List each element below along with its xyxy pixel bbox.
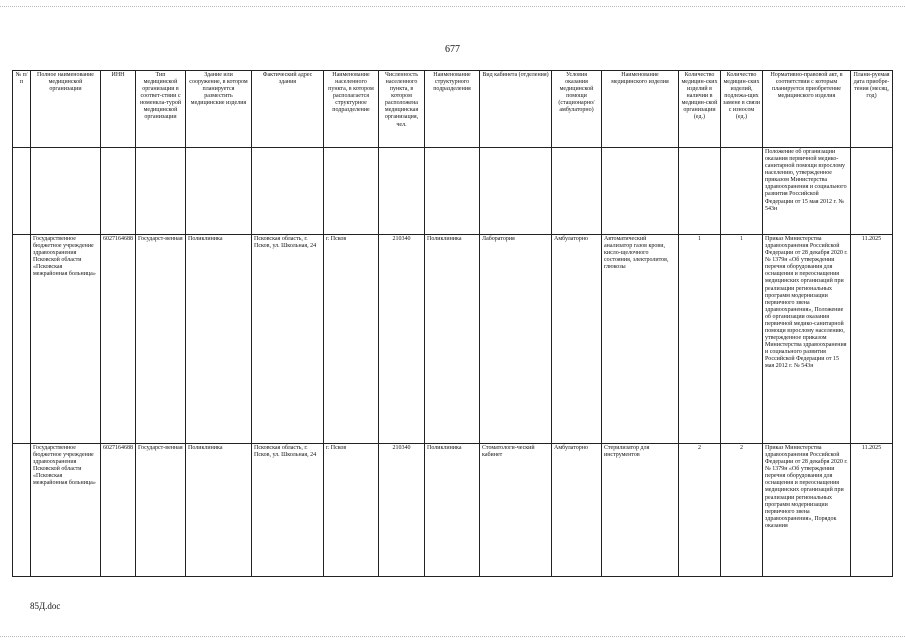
cell-qty-available: 1	[679, 235, 721, 444]
cell-inn	[101, 148, 136, 235]
table-row	[13, 148, 893, 235]
cell-building	[186, 148, 252, 235]
col-header-population: Численность населенного пункта, в котором расположена медицинская организация, чел.	[379, 71, 425, 148]
cell-settlement	[324, 148, 379, 235]
col-header-building: Здание или сооружение, в котором планируется разместить медицинские изделия	[186, 71, 252, 148]
medical-devices-table	[12, 70, 893, 577]
cell-address: Псковская область, г. Псков, ул. Школьная, 24	[252, 444, 324, 577]
cell-settlement: г. Псков	[324, 235, 379, 444]
col-header-conditions: Условия оказания медицинской помощи (стационарно/ амбулаторно)	[552, 71, 602, 148]
col-header-num: № п/п	[13, 71, 31, 148]
cell-population	[379, 148, 425, 235]
cell-type: Государст-венная	[136, 444, 186, 577]
cell-qty-replace	[721, 148, 763, 235]
cell-inn: 6027164688	[101, 235, 136, 444]
cell-device	[602, 148, 679, 235]
cell-cabinet: Лаборатория	[480, 235, 552, 444]
cell-qty-replace: 2	[721, 444, 763, 577]
cell-division	[425, 148, 480, 235]
cell-org	[31, 148, 101, 235]
cell-population: 210340	[379, 444, 425, 577]
cell-cabinet	[480, 148, 552, 235]
cell-conditions: Амбулаторно	[552, 235, 602, 444]
col-header-type: Тип медицинской организации в соответ-ствии с номенкла-турой медицинской организации	[136, 71, 186, 148]
cell-population: 210340	[379, 235, 425, 444]
col-header-device: Наименование медицинского изделия	[602, 71, 679, 148]
table-row	[13, 235, 893, 444]
col-header-qty-available: Количество медицин-ских изделий в наличии в медицин-ской организации (ед.)	[679, 71, 721, 148]
col-header-division: Наименование структурного подразделения	[425, 71, 480, 148]
cell-building: Поликлиника	[186, 444, 252, 577]
cell-org: Государственное бюджетное учреждение здравоохранения Псковской области «Псковская межрайонная больница»	[31, 444, 101, 577]
cell-org: Государственное бюджетное учреждение здравоохранения Псковской области «Псковская межрайонная больница»	[31, 235, 101, 444]
cell-num	[13, 235, 31, 444]
col-header-date: Плани-руемая дата приобре-тения (месяц, год)	[851, 71, 893, 148]
bottom-scan-line	[0, 636, 905, 637]
cell-type: Государст-венная	[136, 235, 186, 444]
col-header-address: Фактический адрес здания	[252, 71, 324, 148]
cell-act: Положение об организации оказания первичной медико-санитарной помощи взрослому населению, утвержденное приказом Министерства здравоохранения и социального развития Российской Федерации от 15 мая 2012 г. № 543н	[763, 148, 851, 235]
cell-num	[13, 148, 31, 235]
cell-cabinet: Стоматологи-ческий кабинет	[480, 444, 552, 577]
col-header-qty-replace: Количество медицин-ских изделий, подлежа-щих замене в связи с износом (ед.)	[721, 71, 763, 148]
cell-qty-available: 2	[679, 444, 721, 577]
cell-division: Поликлиника	[425, 444, 480, 577]
cell-inn: 6027164688	[101, 444, 136, 577]
col-header-inn: ИНН	[101, 71, 136, 148]
cell-act: Приказ Министерства здравоохранения Российской Федерации от 28 декабря 2020 г. № 1379н «Об утверждении перечня оборудования для оснащения и переоснащения медицинских организаций при реализации региональных программ модернизации первичного звена здравоохранения», Положение об организации оказания первичной медико-санитарной помощи взрослому населению, утвержденное приказом Министерства здравоохранения и социального развития Российской Федерации от 15 мая 2012 г. № 543н	[763, 235, 851, 444]
top-scan-line	[0, 6, 905, 7]
cell-type	[136, 148, 186, 235]
col-header-settlement: Наименование населенного пункта, в котором располагается структурное подразделение	[324, 71, 379, 148]
cell-conditions	[552, 148, 602, 235]
cell-qty-replace: 1	[721, 235, 763, 444]
table-header-row	[13, 71, 893, 148]
cell-address	[252, 148, 324, 235]
cell-act: Приказ Министерства здравоохранения Российской Федерации от 28 декабря 2020 г. № 1379н «Об утверждении перечня оборудования для оснащения и переоснащения медицинских организаций при реализации региональных программ модернизации первичного звена здравоохранения», Порядок оказания	[763, 444, 851, 577]
cell-settlement: г. Псков	[324, 444, 379, 577]
col-header-cabinet: Вид кабинета (отделения)	[480, 71, 552, 148]
cell-date: 11.2025	[851, 444, 893, 577]
file-name-footer: 85Д.doc	[30, 601, 61, 611]
col-header-act: Нормативно-правовой акт, в соответствии с которым планируется приобретение медицинского изделия	[763, 71, 851, 148]
col-header-org: Полное наименование медицинской организации	[31, 71, 101, 148]
cell-division: Поликлиника	[425, 235, 480, 444]
cell-qty-available	[679, 148, 721, 235]
cell-conditions: Амбулаторно	[552, 444, 602, 577]
cell-date: 11.2025	[851, 235, 893, 444]
table-row	[13, 444, 893, 577]
page-number: 677	[445, 44, 460, 55]
cell-device: Автоматический анализатор газов крови, кисло-щелочного состояния, электролитов, глюкозы	[602, 235, 679, 444]
cell-building: Поликлиника	[186, 235, 252, 444]
cell-num	[13, 444, 31, 577]
cell-date	[851, 148, 893, 235]
cell-device: Стерилизатор для инструментов	[602, 444, 679, 577]
cell-address: Псковская область, г. Псков, ул. Школьная, 24	[252, 235, 324, 444]
